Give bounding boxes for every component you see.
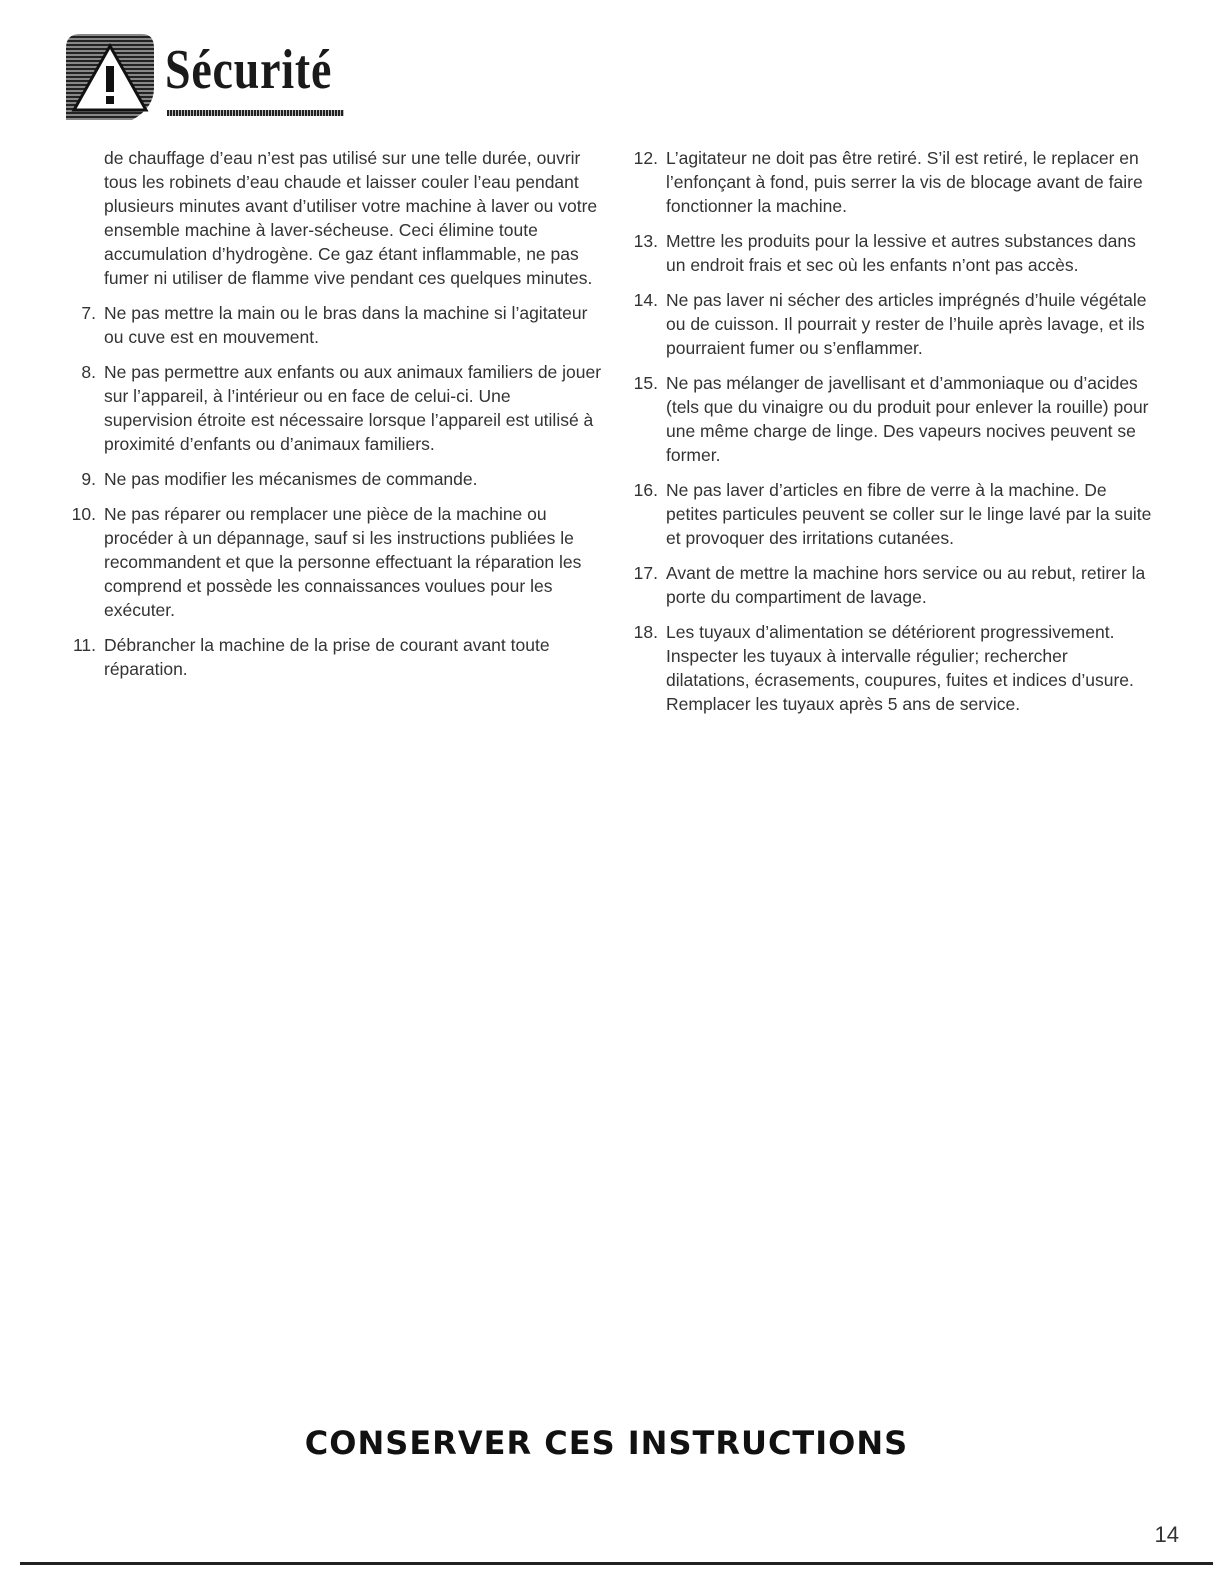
item-number: 17. xyxy=(633,563,658,583)
item-text: Ne pas réparer ou remplacer une pièce de la machine ou procéder à un dépannage, sauf si les instructions publiées le recommandent et que la personne effectuant la réparation les comprend et possède les connaissances voulues pour les exécuter. xyxy=(104,504,582,620)
item-text: Ne pas modifier les mécanismes de commande. xyxy=(104,469,478,489)
item-number: 11. xyxy=(72,635,96,655)
page-title: Sécurité xyxy=(165,39,333,101)
list-item-11 xyxy=(62,633,602,681)
list-item-10 xyxy=(62,502,602,622)
list-item-14 xyxy=(624,288,1156,360)
left-column xyxy=(62,146,602,692)
list-item-8 xyxy=(62,360,602,456)
item-number: 15. xyxy=(633,373,658,393)
item-text: Ne pas laver ni sécher des articles imprégnés d’huile végétale ou de cuisson. Il pourrait y rester de l’huile après lavage, et ils pourraient fumer ou s’enflammer. xyxy=(666,290,1147,358)
list-item-7 xyxy=(62,301,602,349)
item-number: 9. xyxy=(81,469,96,489)
item-text: Ne pas permettre aux enfants ou aux animaux familiers de jouer sur l’appareil, à l’intérieur ou en face de celui-ci. Une supervision étroite est nécessaire lorsque l’appareil est utilisé à proximité d’enfants ou d’animaux familiers. xyxy=(104,362,602,454)
item-text: Débrancher la machine de la prise de courant avant toute réparation. xyxy=(104,635,550,679)
warning-triangle-icon xyxy=(62,28,158,128)
list-item-18 xyxy=(624,620,1156,716)
item-number: 7. xyxy=(81,303,96,323)
item-text: Ne pas mettre la main ou le bras dans la machine si l’agitateur ou cuve est en mouvement. xyxy=(104,303,588,347)
right-column xyxy=(624,146,1156,727)
item-text: Les tuyaux d’alimentation se détériorent progressivement. Inspecter les tuyaux à intervalle régulier; rechercher dilatations, écrasements, coupures, fuites et indices d’usure. Remplacer les tuyaux après 5 ans de service. xyxy=(666,622,1134,714)
title-underline xyxy=(167,110,344,116)
footer-heading: CONSERVER CES INSTRUCTIONS xyxy=(304,1424,909,1462)
page-number: 14 xyxy=(1154,1522,1179,1547)
item-text: Mettre les produits pour la lessive et autres substances dans un endroit frais et sec où les enfants n’ont pas accès. xyxy=(666,231,1136,275)
list-item-17 xyxy=(624,561,1156,609)
item-number: 13. xyxy=(633,231,658,251)
list-item-13 xyxy=(624,229,1156,277)
bottom-rule xyxy=(20,1562,1213,1565)
list-item-12 xyxy=(624,146,1156,218)
list-item-9 xyxy=(62,467,602,491)
list-item-16 xyxy=(624,478,1156,550)
item-number: 16. xyxy=(633,480,658,500)
item-text: Avant de mettre la machine hors service ou au rebut, retirer la porte du compartiment de lavage. xyxy=(666,563,1146,607)
continued-paragraph: de chauffage d’eau n’est pas utilisé sur une telle durée, ouvrir tous les robinets d’eau chaude et laisser couler l’eau pendant plusieurs minutes avant d’utiliser votre machine à laver ou votre ensemble machine à laver-sécheuse. Ceci élimine toute accumulation d’hydrogène. Ce gaz étant inflammable, ne pas fumer ni utiliser de flamme vive pendant ces quelques minutes. xyxy=(104,148,598,288)
item-number: 18. xyxy=(633,622,658,642)
item-text: Ne pas laver d’articles en fibre de verre à la machine. De petites particules peuvent se coller sur le linge lavé par la suite et provoquer des irritations cutanées. xyxy=(666,480,1152,548)
section-header xyxy=(62,28,362,128)
item-text: L’agitateur ne doit pas être retiré. S’il est retiré, le replacer en l’enfonçant à fond, puis serrer la vis de blocage avant de faire fonctionner la machine. xyxy=(666,148,1143,216)
item-number: 12. xyxy=(633,148,658,168)
item-number: 14. xyxy=(633,290,658,310)
item-number: 8. xyxy=(81,362,96,382)
item-number: 10. xyxy=(71,504,96,524)
item-text: Ne pas mélanger de javellisant et d’ammoniaque ou d’acides (tels que du vinaigre ou du produit pour enlever la rouille) pour une même charge de linge. Des vapeurs nocives peuvent se former. xyxy=(666,373,1149,465)
list-item-15 xyxy=(624,371,1156,467)
